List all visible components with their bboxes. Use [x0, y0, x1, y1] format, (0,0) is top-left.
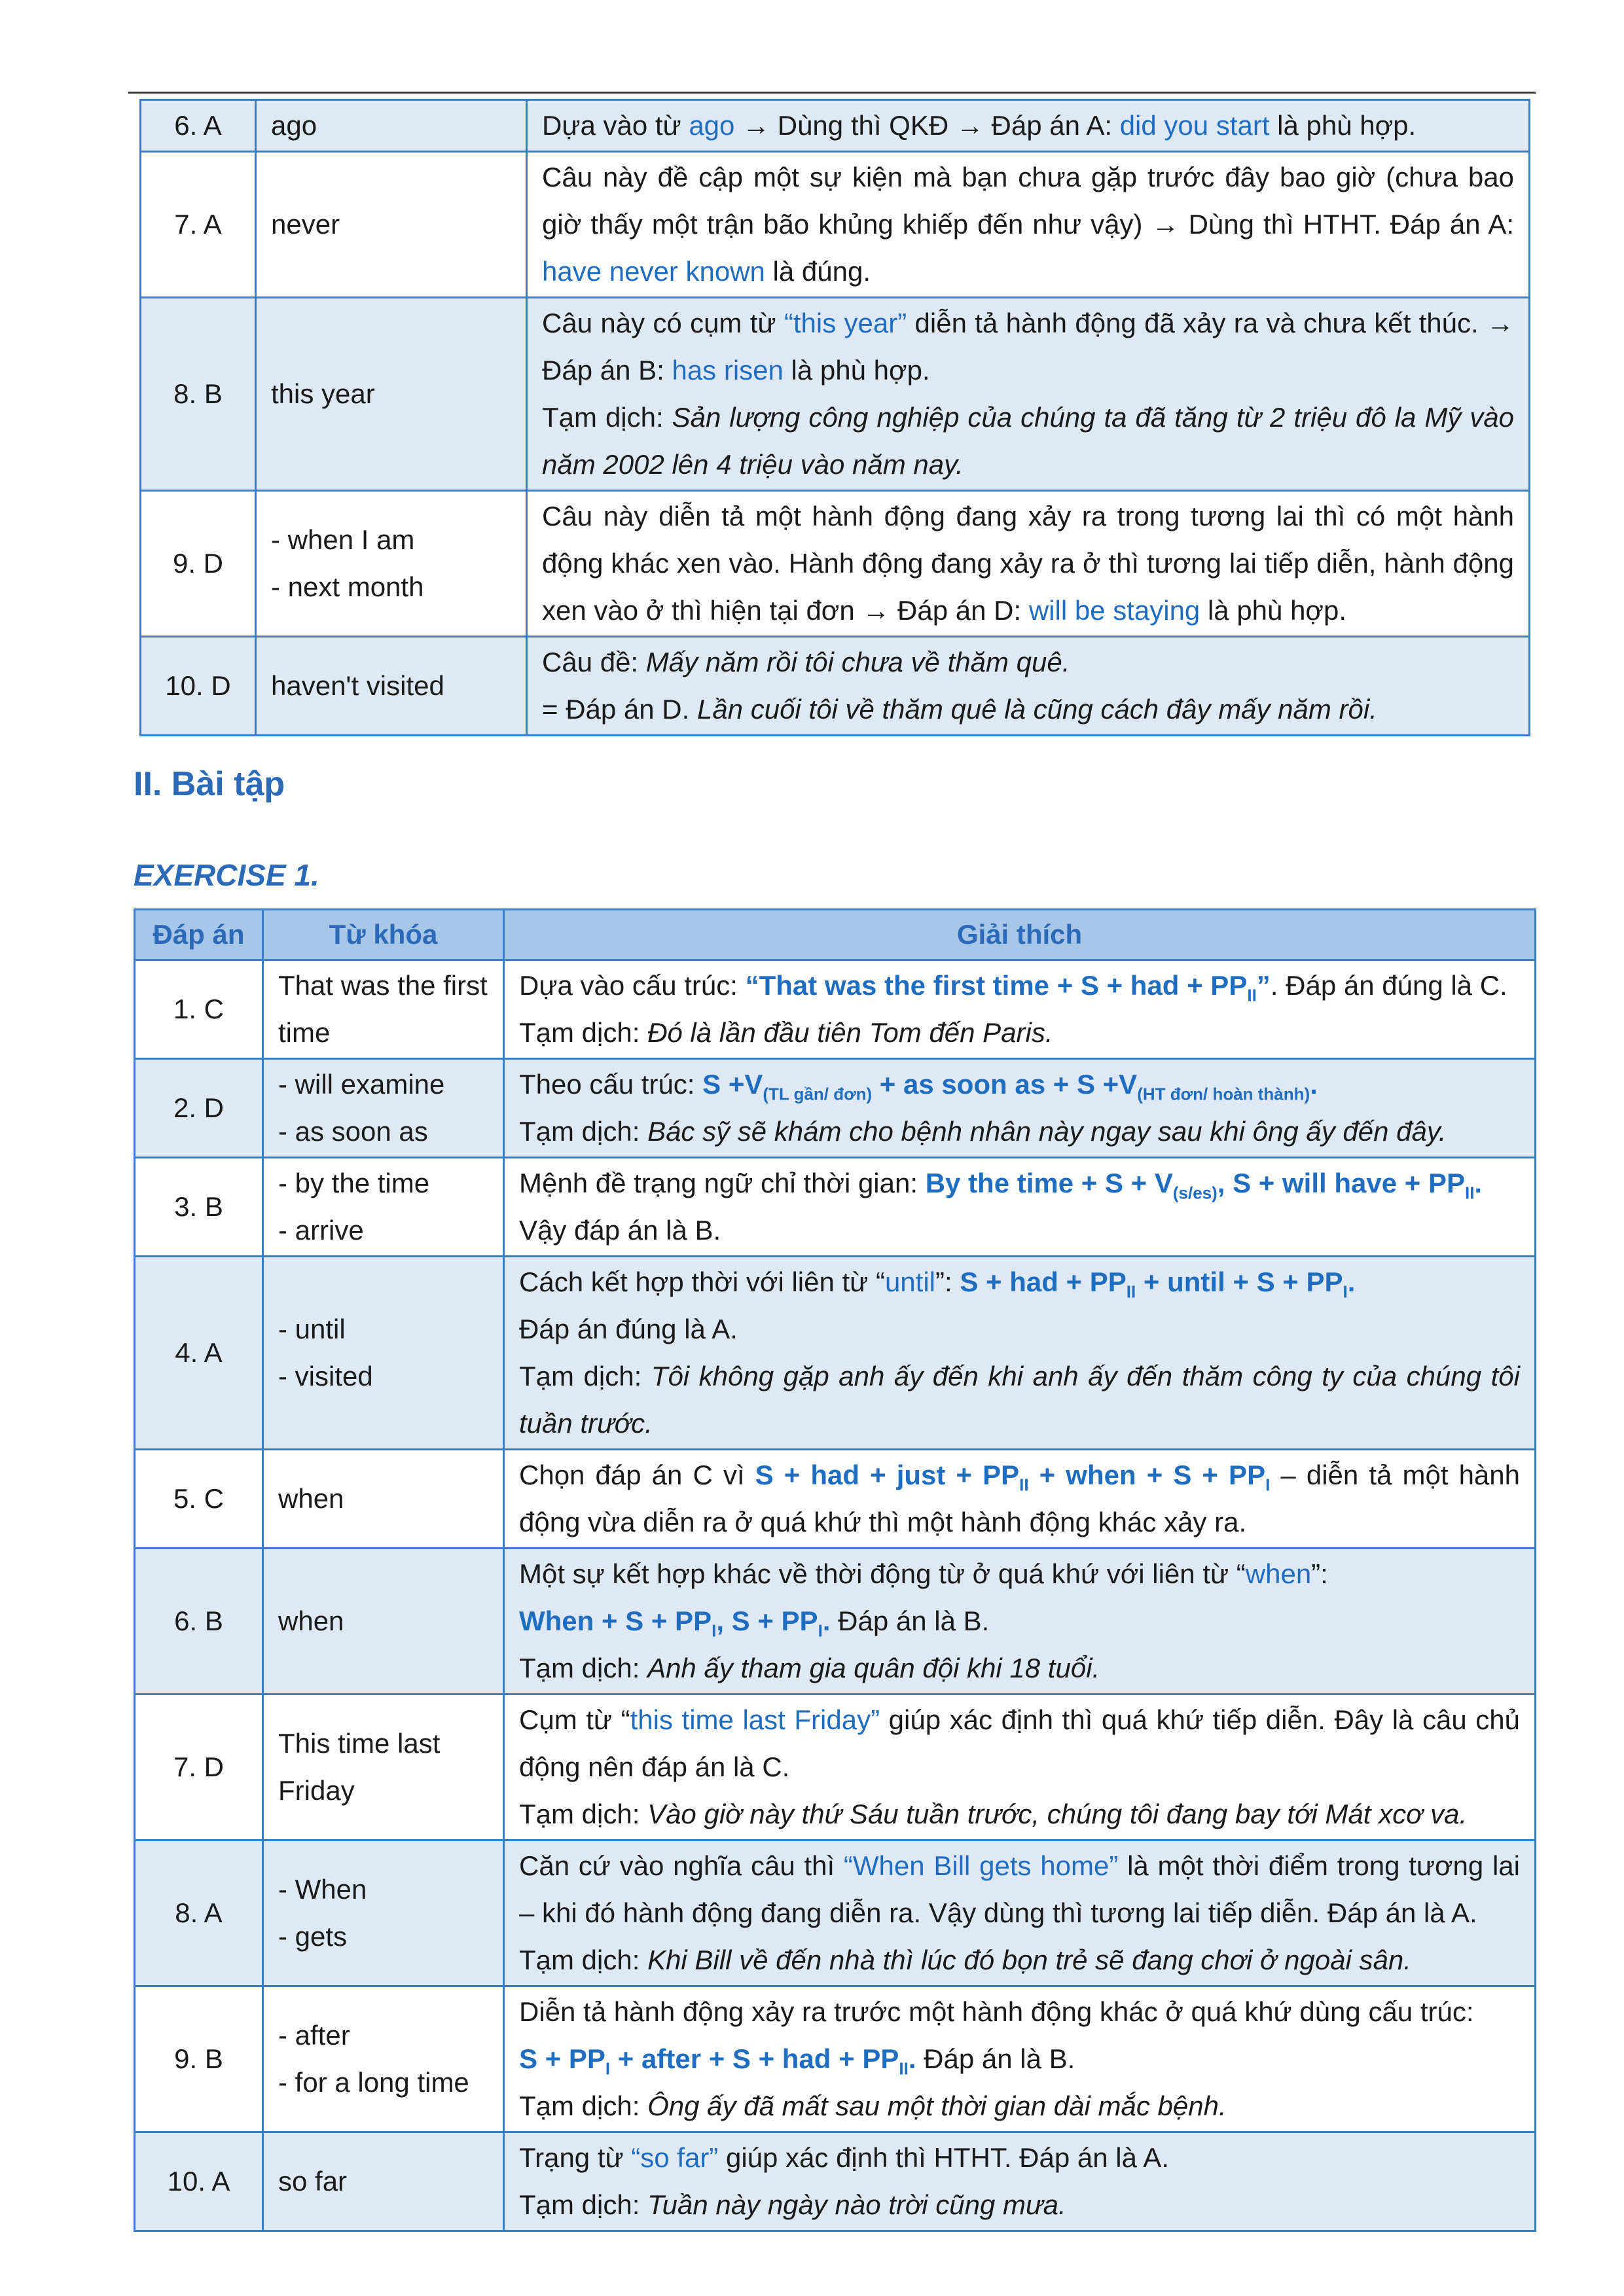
- text-segment: will be staying: [1028, 595, 1200, 626]
- text-segment: Mấy năm rồi tôi chưa về thăm quê.: [645, 647, 1070, 677]
- text-segment: Đáp án là B.: [916, 2043, 1075, 2074]
- text-segment: là phù hợp.: [1200, 595, 1346, 626]
- text-segment: Tạm dịch:: [519, 1799, 648, 1829]
- keyword: - gets: [278, 1921, 348, 1952]
- text-segment: .: [1310, 1069, 1318, 1100]
- text-segment: has risen: [672, 355, 784, 386]
- answer-cell: 7. A: [141, 152, 256, 298]
- header-answer: Đáp án: [135, 910, 263, 960]
- text-segment: S + had + just + PP: [755, 1460, 1020, 1490]
- keyword: never: [271, 209, 340, 240]
- explanation-cell: [504, 1549, 1536, 1695]
- answer-cell: 5. C: [135, 1450, 263, 1549]
- text-segment: , S + PP: [716, 1605, 818, 1636]
- text-segment: ”:: [935, 1266, 960, 1297]
- table-row: [141, 637, 1530, 736]
- explanation-cell: [504, 1059, 1536, 1158]
- text-segment: Tạm dịch:: [519, 1945, 648, 1975]
- text-segment: Cụm từ “: [519, 1704, 630, 1735]
- text-segment: Tuần này ngày nào trời cũng mưa.: [647, 2189, 1066, 2220]
- text-segment: là đúng.: [765, 256, 871, 287]
- keyword-cell: [263, 1840, 504, 1986]
- answer-cell: 10. A: [135, 2132, 263, 2231]
- text-segment: Căn cứ vào nghĩa câu thì: [519, 1850, 844, 1881]
- table-row: [135, 1986, 1536, 2132]
- text-segment: Câu đề:: [542, 647, 646, 677]
- table-row: [135, 1158, 1536, 1257]
- explanation-line: [519, 1598, 1520, 1645]
- explanation-line: [519, 2181, 1520, 2229]
- keyword-cell: [263, 1549, 504, 1695]
- text-segment: (TL gần/ đơn): [763, 1084, 873, 1104]
- text-segment: .: [822, 1605, 831, 1636]
- keyword: - next month: [271, 571, 424, 602]
- explanation-line: [542, 102, 1514, 149]
- keyword-cell: [256, 637, 527, 736]
- table-row: [141, 100, 1530, 152]
- table-row: [135, 1840, 1536, 1986]
- explanation-cell: [527, 100, 1530, 152]
- text-segment: Trạng từ: [519, 2142, 632, 2173]
- answer-cell: 9. B: [135, 1986, 263, 2132]
- keyword: - by the time: [278, 1168, 430, 1198]
- text-segment: Tạm dịch:: [519, 1653, 648, 1683]
- keyword-cell: [263, 1059, 504, 1158]
- text-segment: Lần cuối tôi về thăm quê là cũng cách đây mấy năm rồi.: [696, 694, 1377, 725]
- text-segment: + as soon as + S +V: [872, 1069, 1138, 1100]
- text-segment: Sản lượng công nghiệp của chúng ta đã tăng từ 2 triệu đô la Mỹ vào năm 2002 lên 4 triệu vào năm nay.: [542, 402, 1514, 480]
- text-segment: – diễn tả một hành động vừa diễn ra ở quá khứ thì một hành động khác xảy ra.: [519, 1460, 1521, 1537]
- keyword: - arrive: [278, 1215, 364, 1246]
- keyword: - as soon as: [278, 1116, 428, 1147]
- text-segment: → Dùng thì QKĐ → Đáp án A:: [734, 110, 1120, 141]
- keyword-cell: [256, 100, 527, 152]
- keyword: when: [278, 1483, 344, 1514]
- explanation-cell: [504, 1450, 1536, 1549]
- text-segment: Theo cấu trúc:: [519, 1069, 703, 1100]
- previous-answer-table: [139, 99, 1530, 736]
- table-row: [135, 1450, 1536, 1549]
- text-segment: Tạm dịch:: [519, 1017, 648, 1048]
- text-segment: là một thời điểm trong tương lai – khi đó hành động đang diễn ra. Vậy dùng thì tương lai tiếp diễn. Đáp án là A.: [519, 1850, 1520, 1928]
- exercise-1-table: [134, 908, 1536, 2232]
- text-segment: Bác sỹ sẽ khám cho bệnh nhân này ngay sau khi ông ấy đến đây.: [647, 1116, 1447, 1147]
- text-segment: là phù hợp.: [783, 355, 930, 386]
- explanation-line: [519, 1551, 1520, 1598]
- keyword-cell: [263, 1257, 504, 1450]
- table-row: [141, 298, 1530, 491]
- answer-cell: 8. B: [141, 298, 256, 491]
- text-segment: .: [1347, 1266, 1356, 1297]
- keyword-cell: [263, 2132, 504, 2231]
- section-title: II. Bài tập: [134, 765, 285, 803]
- text-segment: Chọn đáp án C vì: [519, 1460, 755, 1490]
- keyword: this year: [271, 378, 375, 409]
- text-segment: giúp xác định thì quá khứ tiếp diễn. Đây là câu chủ động nên đáp án là C.: [519, 1704, 1520, 1782]
- text-segment: II: [1247, 985, 1257, 1005]
- text-segment: “When Bill gets home”: [843, 1850, 1119, 1881]
- answer-cell: 10. D: [141, 637, 256, 736]
- text-segment: là phù hợp.: [1269, 110, 1416, 141]
- text-segment: . Đáp án đúng là C.: [1270, 970, 1507, 1001]
- text-segment: + until + S + PP: [1136, 1266, 1343, 1297]
- text-segment: giúp xác định thì HTHT. Đáp án là A.: [718, 2142, 1169, 2173]
- table-row: [135, 1257, 1536, 1450]
- keyword: - when I am: [271, 524, 415, 555]
- keyword: - for a long time: [278, 2067, 469, 2098]
- explanation-line: [519, 2083, 1520, 2130]
- keyword-cell: [256, 298, 527, 491]
- text-segment: + after + S + had + PP: [610, 2043, 899, 2074]
- explanation-cell: [504, 2132, 1536, 2231]
- explanation-line: [542, 639, 1514, 686]
- text-segment: I: [605, 2058, 611, 2079]
- keyword-cell: [263, 1695, 504, 1840]
- text-segment: .: [908, 2043, 916, 2074]
- explanation-line: [519, 1306, 1520, 1353]
- explanation-line: [519, 2134, 1520, 2181]
- text-segment: Tạm dịch:: [542, 402, 672, 433]
- text-segment: Ông ấy đã mất sau một thời gian dài mắc bệnh.: [647, 2090, 1227, 2121]
- text-segment: “this year”: [784, 308, 907, 338]
- text-segment: Anh ấy tham gia quân đội khi 18 tuổi.: [647, 1653, 1100, 1683]
- explanation-line: [519, 1259, 1520, 1306]
- text-segment: Diễn tả hành động xảy ra trước một hành động khác ở quá khứ dùng cấu trúc:: [519, 1996, 1474, 2027]
- answer-cell: 9. D: [141, 491, 256, 637]
- explanation-line: [519, 1108, 1520, 1155]
- explanation-line: [519, 1696, 1520, 1791]
- text-segment: (HT đơn/ hoàn thành): [1137, 1084, 1310, 1104]
- header-keyword: Từ khóa: [263, 910, 504, 960]
- explanation-line: [519, 1009, 1520, 1056]
- text-segment: did you start: [1119, 110, 1270, 141]
- text-segment: “That was the first time + S + had + PP: [745, 970, 1248, 1001]
- keyword: when: [278, 1605, 344, 1636]
- explanation-line: [519, 1207, 1520, 1254]
- text-segment: Tôi không gặp anh ấy đến khi anh ấy đến thăm công ty của chúng tôi tuần trước.: [519, 1361, 1520, 1439]
- explanation-line: [519, 1061, 1520, 1108]
- header-explanation: Giải thích: [504, 910, 1536, 960]
- exercise-title: EXERCISE 1.: [134, 858, 319, 892]
- keyword: ago: [271, 110, 317, 141]
- answer-cell: 3. B: [135, 1158, 263, 1257]
- text-segment: II: [1019, 1475, 1029, 1495]
- explanation-cell: [527, 152, 1530, 298]
- text-segment: Tạm dịch:: [519, 1116, 648, 1147]
- text-segment: Vậy đáp án là B.: [519, 1215, 721, 1246]
- explanation-line: [519, 1791, 1520, 1838]
- text-segment: Đáp án là B.: [830, 1605, 990, 1636]
- text-segment: Câu này diễn tả một hành động đang xảy ra trong tương lai thì có một hành động khác xen vào. Hành động đang xảy ra ở thì tương lai tiếp diễn, hành động xen vào ở thì hiện tại đơn → Đáp án D:: [542, 501, 1514, 626]
- text-segment: Đáp án đúng là A.: [519, 1314, 738, 1344]
- explanation-line: [542, 154, 1514, 295]
- answer-cell: 1. C: [135, 960, 263, 1059]
- answer-cell: 6. A: [141, 100, 256, 152]
- keyword: haven't visited: [271, 670, 444, 701]
- table-row: [135, 1059, 1536, 1158]
- explanation-line: [519, 962, 1520, 1009]
- text-segment: Vào giờ này thứ Sáu tuần trước, chúng tôi đang bay tới Mát xcơ va.: [647, 1799, 1468, 1829]
- explanation-line: [542, 686, 1514, 733]
- keyword-cell: [263, 1450, 504, 1549]
- text-segment: II: [899, 2058, 909, 2079]
- explanation-line: [542, 493, 1514, 634]
- table-row: [135, 1695, 1536, 1840]
- text-segment: = Đáp án D.: [542, 694, 697, 725]
- text-segment: Cách kết hợp thời với liên từ “: [519, 1266, 885, 1297]
- text-segment: Đó là lần đầu tiên Tom đến Paris.: [647, 1017, 1053, 1048]
- text-segment: Khi Bill về đến nhà thì lúc đó bọn trẻ sẽ đang chơi ở ngoài sân.: [647, 1945, 1411, 1975]
- table-row: [135, 960, 1536, 1059]
- explanation-cell: [527, 491, 1530, 637]
- keyword: - will examine: [278, 1069, 445, 1100]
- text-segment: S +V: [702, 1069, 763, 1100]
- explanation-line: [519, 1842, 1520, 1937]
- text-segment: Dựa vào cấu trúc:: [519, 970, 746, 1001]
- keyword-cell: [263, 1986, 504, 2132]
- text-segment: II: [1126, 1282, 1136, 1302]
- text-segment: II: [1464, 1183, 1475, 1203]
- keyword: - until: [278, 1314, 346, 1344]
- text-segment: .: [1474, 1168, 1483, 1198]
- text-segment: When + S + PP: [519, 1605, 712, 1636]
- explanation-line: [519, 1452, 1520, 1546]
- text-segment: Câu này đề cập một sự kiện mà bạn chưa gặp trước đây bao giờ (chưa bao giờ thấy một trận bão khủng khiếp đến như vậy) → Dùng thì HTHT. Đáp án A:: [542, 162, 1514, 240]
- explanation-cell: [504, 1158, 1536, 1257]
- text-segment: I: [1265, 1475, 1271, 1495]
- explanation-cell: [504, 1695, 1536, 1840]
- table-row: [135, 2132, 1536, 2231]
- text-segment: until: [884, 1266, 936, 1297]
- text-segment: (s/es): [1172, 1183, 1218, 1203]
- text-segment: Một sự kết hợp khác về thời động từ ở quá khứ với liên từ “: [519, 1558, 1246, 1589]
- keyword-cell: [263, 960, 504, 1059]
- text-segment: S + had + PP: [960, 1266, 1127, 1297]
- keyword: This time last Friday: [278, 1728, 441, 1806]
- text-segment: “so far”: [631, 2142, 719, 2173]
- keyword: - When: [278, 1874, 367, 1905]
- text-segment: S + PP: [519, 2043, 605, 2074]
- keyword-cell: [263, 1158, 504, 1257]
- text-segment: Mệnh đề trạng ngữ chỉ thời gian:: [519, 1168, 926, 1198]
- text-segment: Dựa vào từ: [542, 110, 689, 141]
- text-segment: I: [818, 1621, 823, 1641]
- keyword: That was the first time: [278, 970, 488, 1048]
- text-segment: diễn tả hành động đã xảy ra và chưa kết thúc. → Đáp án B:: [542, 308, 1514, 386]
- answer-cell: 2. D: [135, 1059, 263, 1158]
- text-segment: this time last Friday”: [630, 1704, 880, 1735]
- explanation-line: [542, 300, 1514, 394]
- header-rule: [128, 92, 1536, 94]
- text-segment: ”: [1256, 970, 1271, 1001]
- text-segment: + when + S + PP: [1028, 1460, 1266, 1490]
- answer-cell: 8. A: [135, 1840, 263, 1986]
- keyword: - visited: [278, 1361, 373, 1391]
- explanation-cell: [527, 298, 1530, 491]
- answer-cell: 7. D: [135, 1695, 263, 1840]
- keyword: - after: [278, 2020, 350, 2051]
- explanation-line: [519, 1988, 1520, 2036]
- answer-cell: 4. A: [135, 1257, 263, 1450]
- text-segment: By the time + S + V: [925, 1168, 1173, 1198]
- explanation-cell: [504, 1840, 1536, 1986]
- text-segment: when: [1245, 1558, 1312, 1589]
- explanation-cell: [504, 1986, 1536, 2132]
- keyword-cell: [256, 491, 527, 637]
- explanation-cell: [504, 1257, 1536, 1450]
- text-segment: Tạm dịch:: [519, 2189, 648, 2220]
- table-row: [135, 1549, 1536, 1695]
- keyword: so far: [278, 2166, 348, 2197]
- explanation-cell: [527, 637, 1530, 736]
- explanation-line: [519, 1645, 1520, 1692]
- table-header-row: [135, 910, 1536, 960]
- text-segment: ago: [689, 110, 735, 141]
- text-segment: ”:: [1311, 1558, 1328, 1589]
- keyword-cell: [256, 152, 527, 298]
- explanation-line: [519, 1160, 1520, 1207]
- text-segment: Tạm dịch:: [519, 2090, 648, 2121]
- table-row: [141, 491, 1530, 637]
- table-row: [141, 152, 1530, 298]
- explanation-line: [542, 394, 1514, 488]
- explanation-cell: [504, 960, 1536, 1059]
- explanation-line: [519, 2036, 1520, 2083]
- text-segment: Câu này có cụm từ: [542, 308, 784, 338]
- text-segment: have never known: [542, 256, 765, 287]
- explanation-line: [519, 1353, 1520, 1447]
- text-segment: I: [1343, 1282, 1348, 1302]
- text-segment: Tạm dịch:: [519, 1361, 651, 1391]
- answer-cell: 6. B: [135, 1549, 263, 1695]
- explanation-line: [519, 1937, 1520, 1984]
- text-segment: I: [712, 1621, 717, 1641]
- text-segment: , S + will have + PP: [1217, 1168, 1465, 1198]
